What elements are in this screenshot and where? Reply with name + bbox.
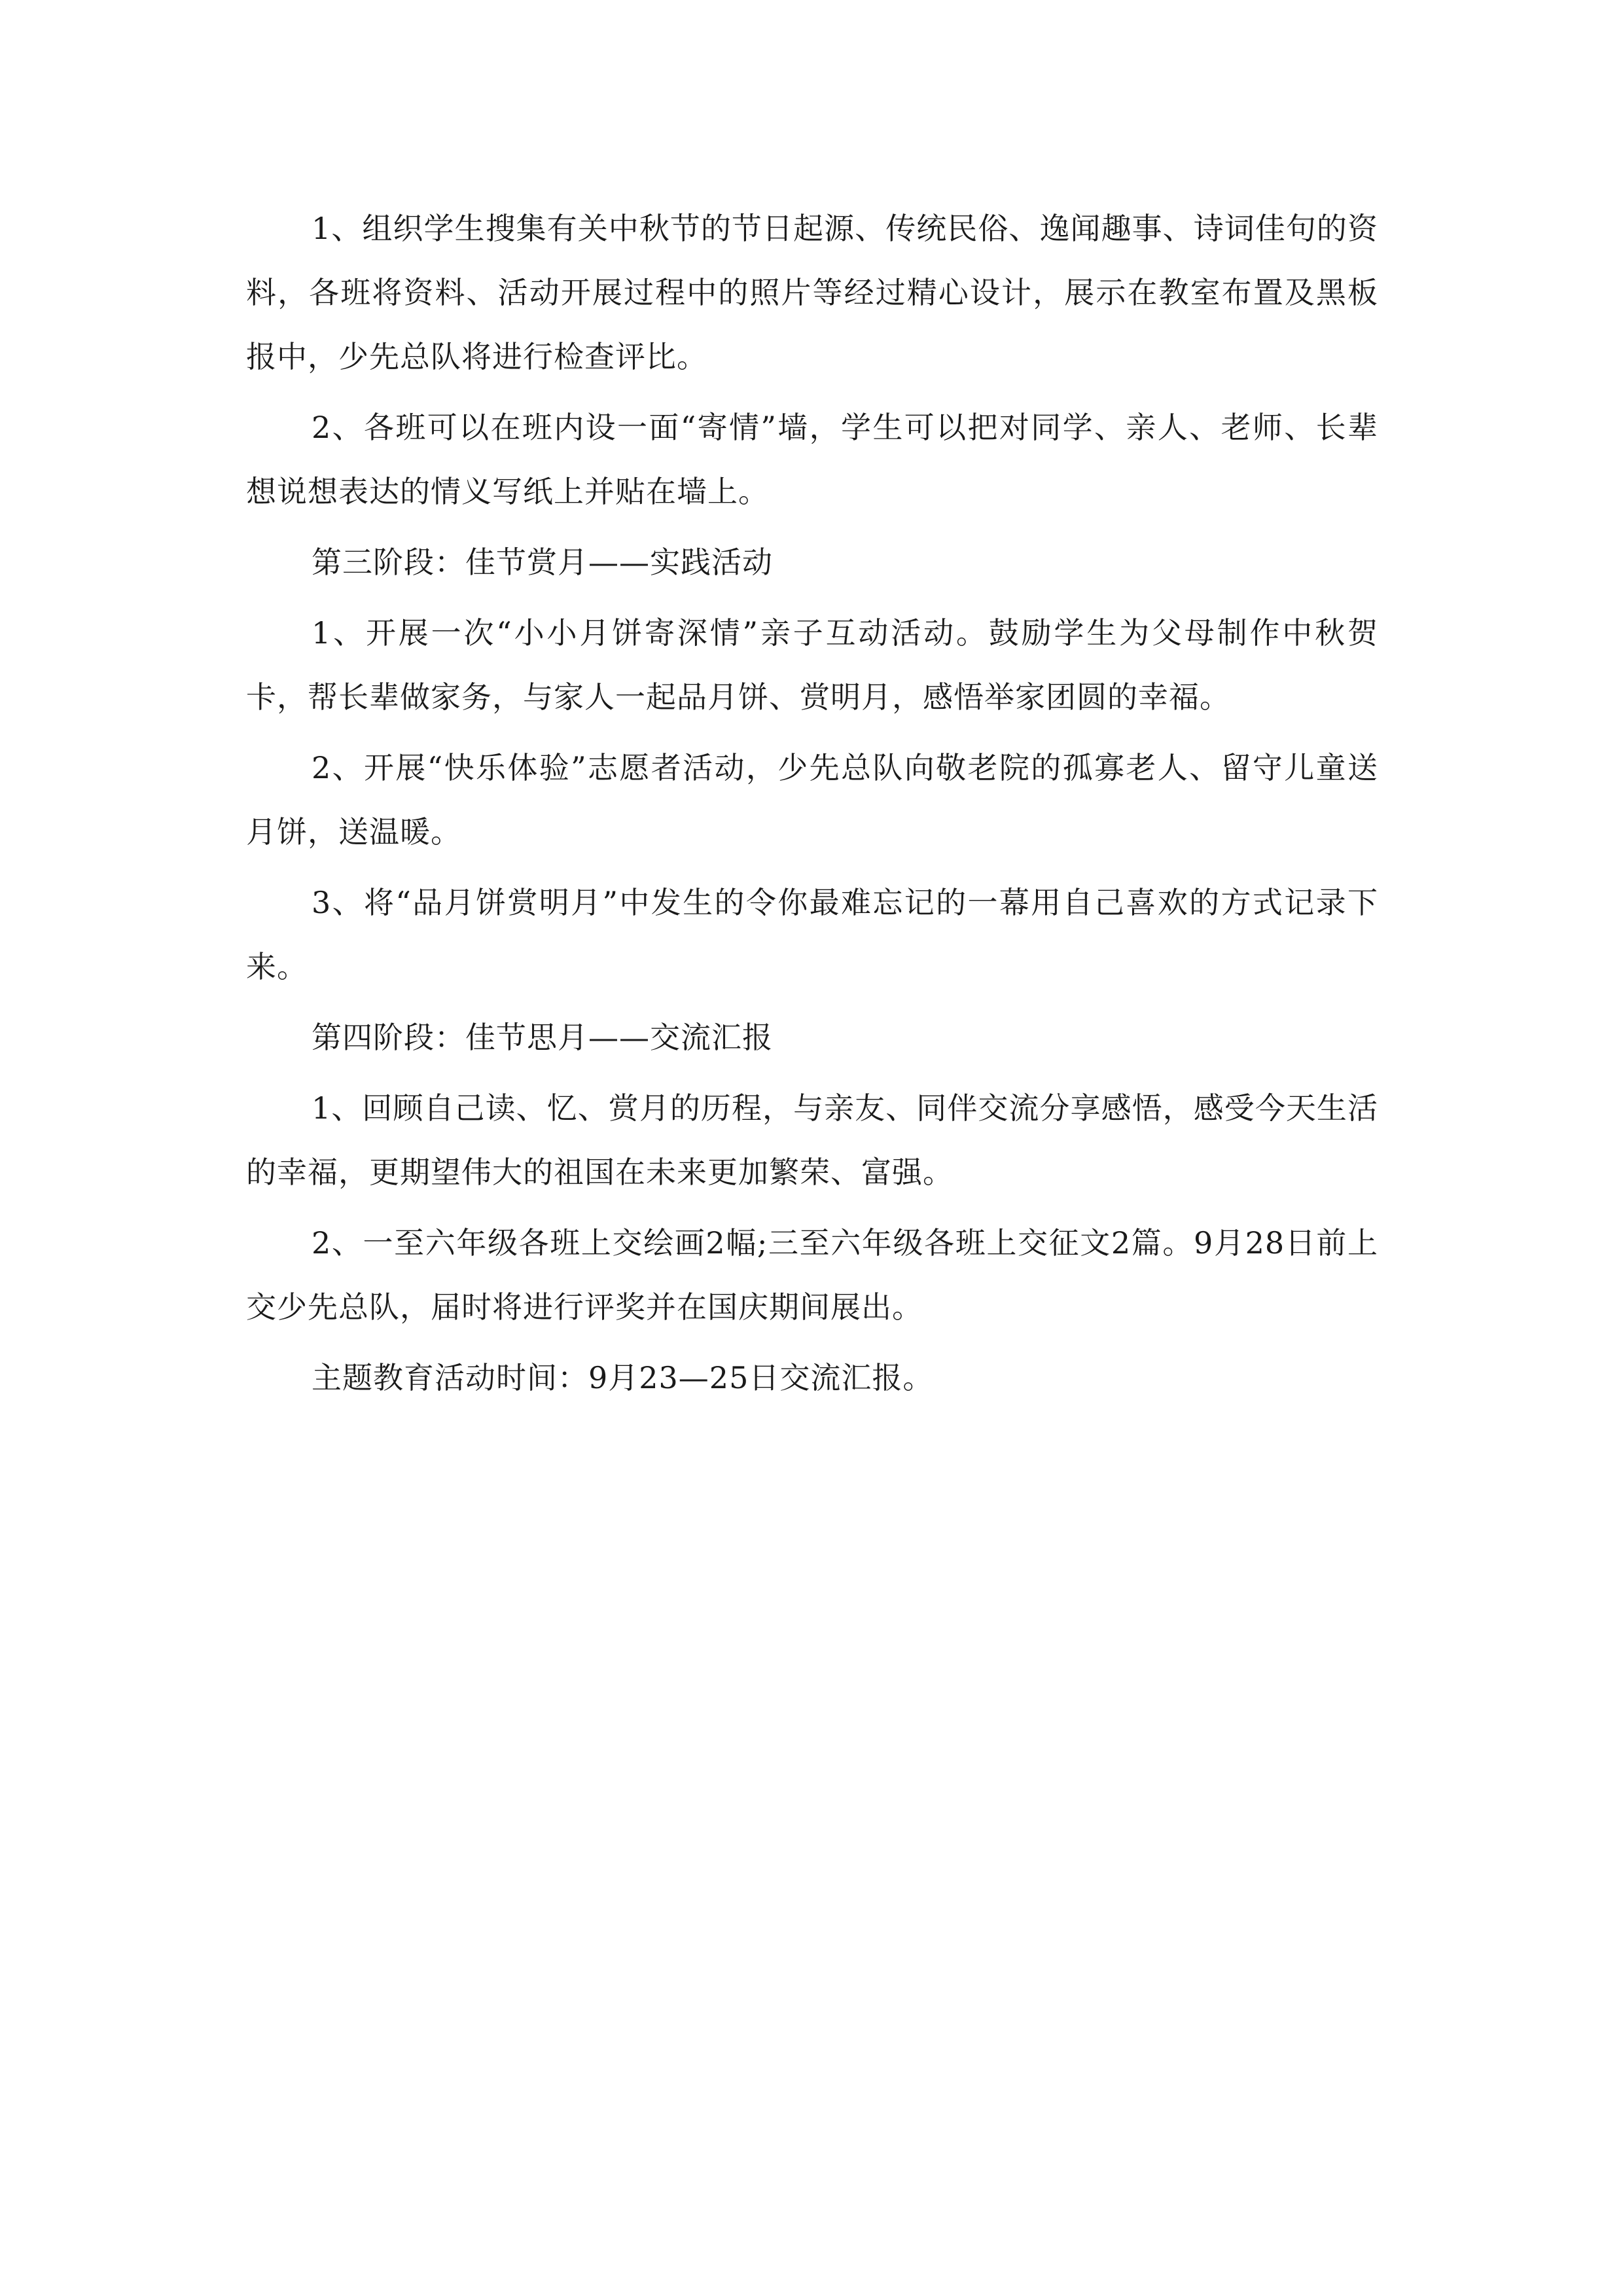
heading-stage4: 第四阶段：佳节思月——交流汇报 <box>312 1020 773 1055</box>
paragraph-stage3-item1: 1、开展一次“小小月饼寄深情”亲子互动活动。鼓励学生为父母制作中秋贺卡，帮长辈做家务，与家人一起品月饼、赏明月，感悟举家团圆的幸福。 <box>246 615 1378 715</box>
heading-stage3: 第三阶段：佳节赏月——实践活动 <box>312 545 773 580</box>
paragraph-stage3-item3: 3、将“品月饼赏明月”中发生的令你最难忘记的一幕用自己喜欢的方式记录下来。 <box>246 885 1378 984</box>
paragraph-stage3-item2: 2、开展“快乐体验”志愿者活动，少先总队向敬老院的孤寡老人、留守儿童送月饼，送温暖。 <box>246 750 1378 850</box>
paragraph-stage2-item1: 1、组织学生搜集有关中秋节的节日起源、传统民俗、逸闻趣事、诗词佳句的资料，各班将资料、活动开展过程中的照片等经过精心设计，展示在教室布置及黑板报中，少先总队将进行检查评比。 <box>246 211 1378 374</box>
paragraph-stage4-item1: 1、回顾自己读、忆、赏月的历程，与亲友、同伴交流分享感悟，感受今天生活的幸福，更期望伟大的祖国在未来更加繁荣、富强。 <box>246 1090 1378 1190</box>
paragraph-stage4-item2: 2、一至六年级各班上交绘画2幅;三至六年级各班上交征文2篇。9月28日前上交少先总队，届时将进行评奖并在国庆期间展出。 <box>246 1225 1378 1325</box>
document-body <box>246 196 1378 1416</box>
paragraph-stage2-item2: 2、各班可以在班内设一面“寄情”墙，学生可以把对同学、亲人、老师、长辈想说想表达的情义写纸上并贴在墙上。 <box>246 410 1378 509</box>
paragraph-activity-time: 主题教育活动时间：9月23—25日交流汇报。 <box>312 1360 934 1395</box>
